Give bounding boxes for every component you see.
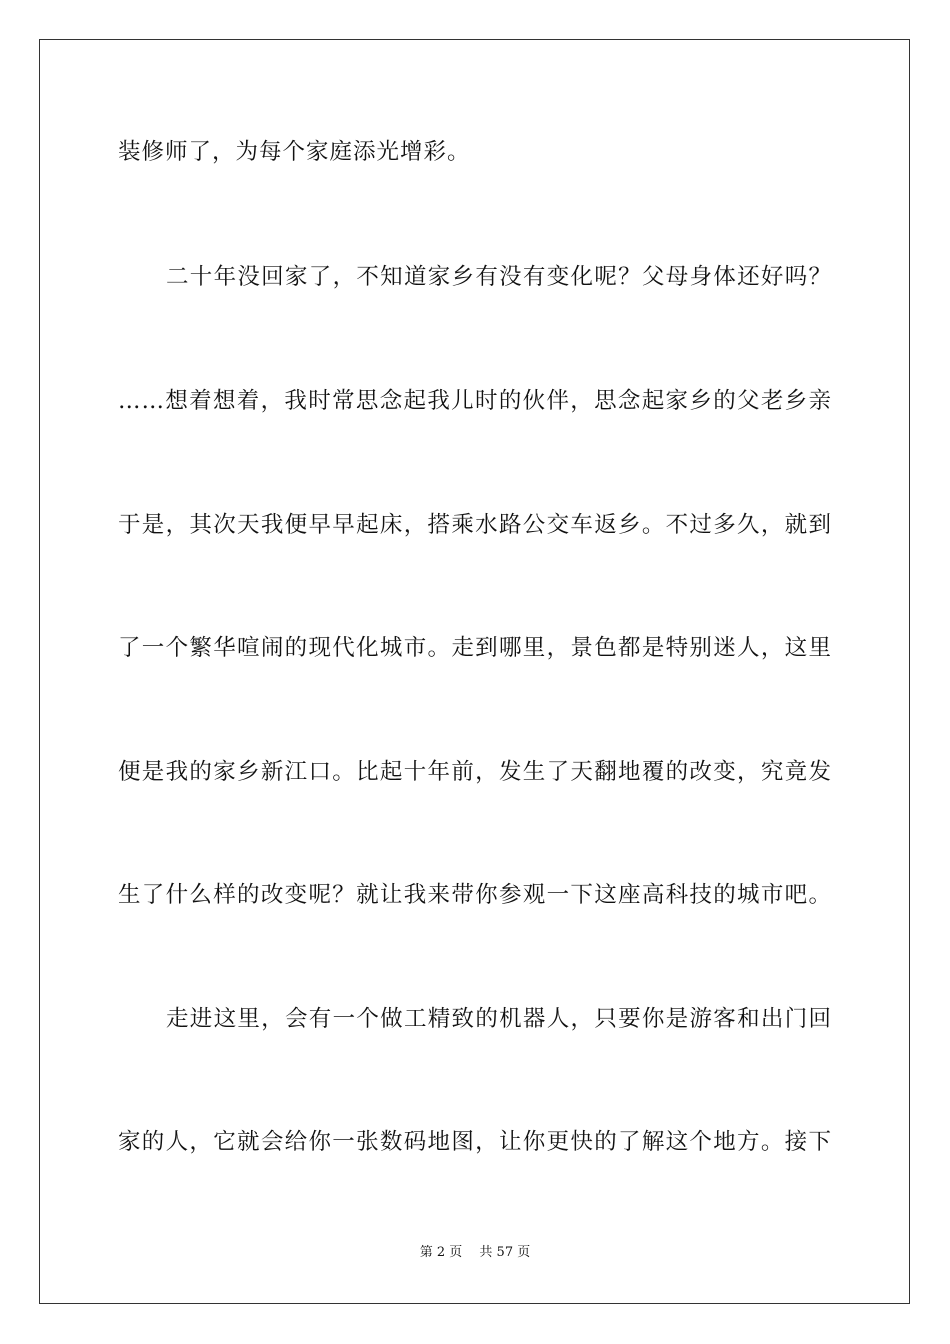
text-line-2: 二十年没回家了，不知道家乡有没有变化呢？父母身体还好吗？ [166,264,832,290]
text-line-1: 装修师了，为每个家庭添光增彩。 [118,139,471,165]
text-line-3: ……想着想着，我时常思念起我儿时的伙伴，思念起家乡的父老乡亲 [118,388,832,414]
page-footer: 第 2 页 共 57 页 [419,1245,531,1260]
text-line-9: 家的人，它就会给你一张数码地图，让你更快的了解这个地方。接下 [118,1129,832,1155]
text-line-4: 于是，其次天我便早早起床，搭乘水路公交车返乡。不过多久，就到 [118,512,832,538]
text-line-6: 便是我的家乡新江口。比起十年前，发生了天翻地覆的改变，究竟发 [118,759,832,785]
text-line-7: 生了什么样的改变呢？就让我来带你参观一下这座高科技的城市吧。 [118,882,832,908]
text-line-8: 走进这里，会有一个做工精致的机器人，只要你是游客和出门回 [166,1006,832,1032]
page-border [39,39,910,1304]
text-line-5: 了一个繁华喧闹的现代化城市。走到哪里，景色都是特别迷人，这里 [118,635,832,661]
